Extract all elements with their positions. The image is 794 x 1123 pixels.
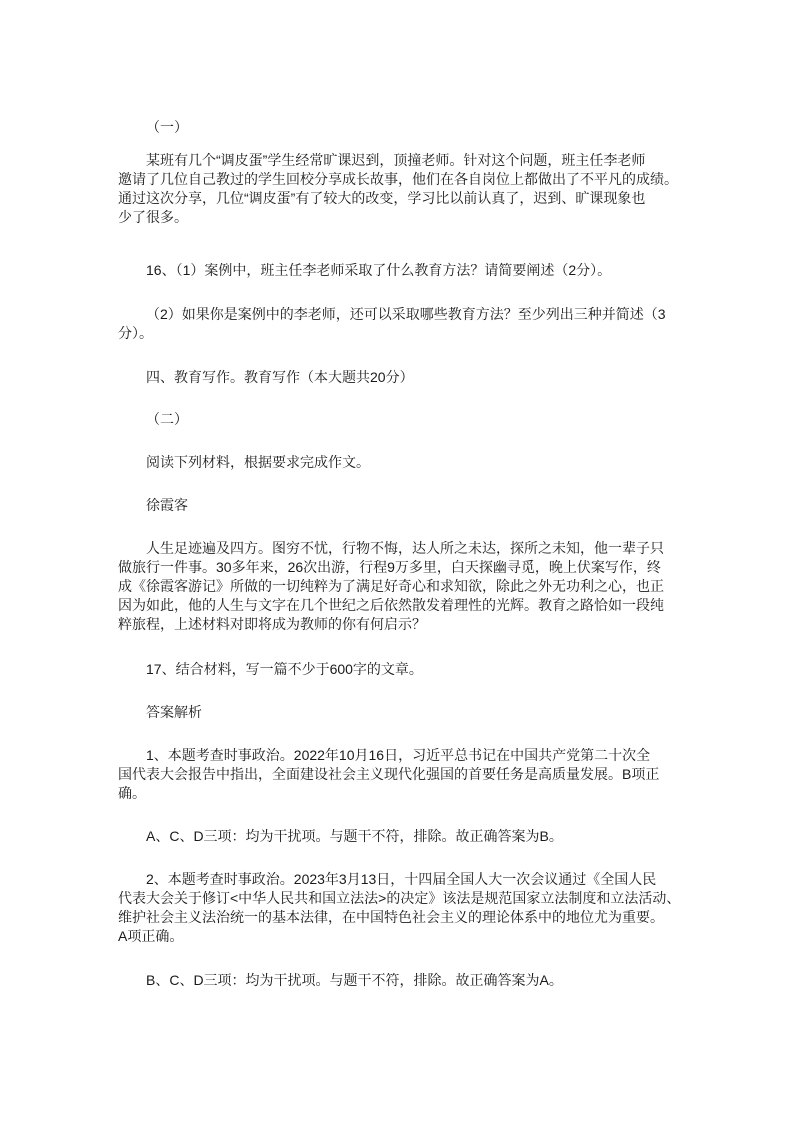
text-line: （二） bbox=[146, 411, 188, 427]
text-line: 通过这次分享，几位“调皮蛋”有了较大的改变，学习比以前认真了，迟到、旷课现象也 bbox=[118, 190, 646, 206]
text-line: 分）。 bbox=[118, 325, 153, 341]
text-line: B、C、D三项：均为干扰项。与题干不符，排除。故正确答案为A。 bbox=[146, 972, 563, 988]
text-line: 某班有几个“调皮蛋”学生经常旷课迟到，顶撞老师。针对这个问题，班主任李老师 bbox=[146, 152, 646, 168]
paragraph bbox=[118, 305, 698, 343]
text-line: 维护社会主义法治统一的基本法律，在中国特色社会主义的理论体系中的地位尤为重要。 bbox=[118, 909, 664, 925]
paragraph bbox=[118, 660, 698, 679]
paragraph bbox=[118, 971, 698, 990]
text-line: 2、本题考查时事政治。2023年3月13日，十四届全国人大一次会议通过《全国人民 bbox=[146, 871, 657, 887]
text-line: 做旅行一件事。30多年来，26次出游，行程9万多里，白天探幽寻觅，晚上伏案写作，终 bbox=[118, 559, 661, 575]
paragraph bbox=[118, 870, 698, 946]
text-line: A项正确。 bbox=[118, 928, 184, 944]
paragraph bbox=[118, 703, 698, 722]
text-line: （一） bbox=[146, 119, 188, 135]
text-line: 阅读下列材料，根据要求完成作文。 bbox=[146, 454, 370, 470]
paragraph bbox=[118, 827, 698, 846]
text-line: 1、本题考查时事政治。2022年10月16日，习近平总书记在中国共产党第二十次全 bbox=[146, 747, 651, 763]
text-line: 代表大会关于修订<中华人民共和国立法法>的决定》该法是规范国家立法制度和立法活动、 bbox=[118, 890, 681, 906]
paragraph bbox=[118, 368, 698, 387]
text-line: （2）如果你是案例中的李老师，还可以采取哪些教育方法？至少列出三种并简述（3 bbox=[146, 306, 666, 322]
text-line: 因为如此，他的人生与文字在几个世纪之后依然散发着理性的光辉。教育之路恰如一段纯 bbox=[118, 597, 664, 613]
text-line: 粹旅程，上述材料对即将成为教师的你有何启示？ bbox=[118, 616, 426, 632]
text-line: A、C、D三项：均为干扰项。与题干不符，排除。故正确答案为B。 bbox=[146, 828, 563, 844]
text-line: 四、教育写作。教育写作（本大题共20分） bbox=[146, 369, 414, 385]
text-line: 徐霞客 bbox=[146, 497, 188, 513]
paragraph bbox=[118, 261, 698, 280]
text-line: 国代表大会报告中指出，全面建设社会主义现代化强国的首要任务是高质量发展。B项正 bbox=[118, 766, 660, 782]
text-line: 成《徐霞客游记》所做的一切纯粹为了满足好奇心和求知欲，除此之外无功利之心，也正 bbox=[118, 578, 664, 594]
text-line: 人生足迹遍及四方。图穷不忧，行物不悔，达人所之未达，探所之未知，他一辈子只 bbox=[146, 540, 664, 556]
text-line: 答案解析 bbox=[146, 704, 202, 720]
paragraph bbox=[118, 151, 698, 227]
paragraph bbox=[118, 410, 698, 429]
paragraph bbox=[118, 746, 698, 803]
text-line: 邀请了几位自己教过的学生回校分享成长故事，他们在各自岗位上都做出了不平凡的成绩。 bbox=[118, 171, 678, 187]
paragraph bbox=[118, 453, 698, 472]
text-line: 确。 bbox=[118, 785, 146, 801]
paragraph bbox=[118, 118, 698, 137]
text-line: 17、结合材料，写一篇不少于600字的文章。 bbox=[146, 661, 423, 677]
text-line: 16、（1）案例中，班主任李老师采取了什么教育方法？请简要阐述（2分）。 bbox=[146, 262, 612, 278]
paragraph bbox=[118, 539, 698, 634]
paragraph bbox=[118, 496, 698, 515]
text-line: 少了很多。 bbox=[118, 209, 188, 225]
